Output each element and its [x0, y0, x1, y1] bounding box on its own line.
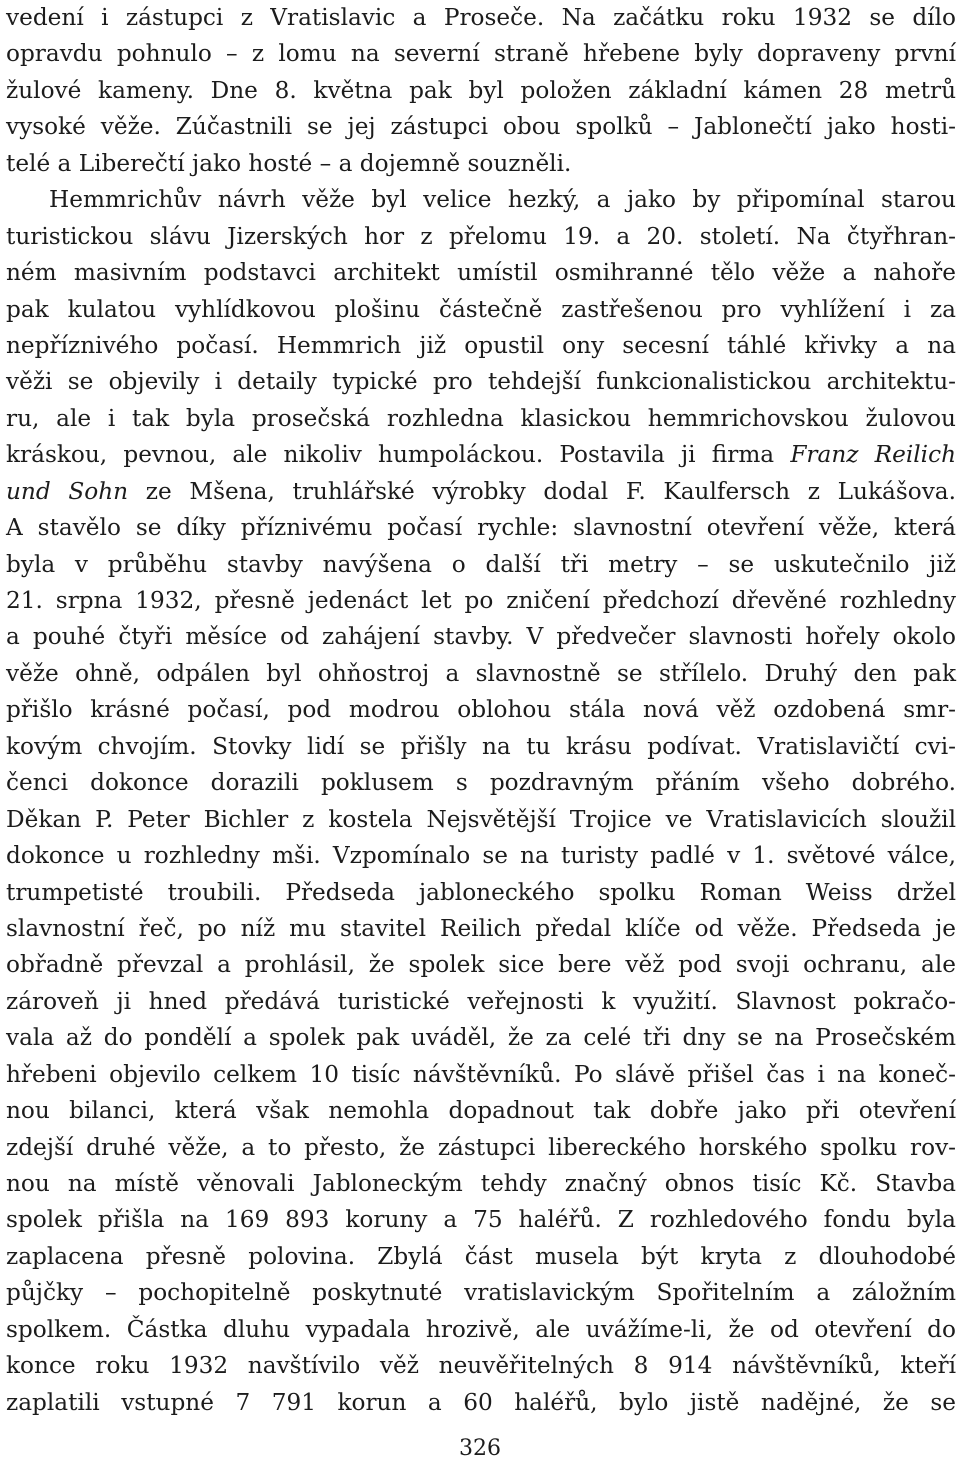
text-segment: trumpetisté troubili. Předseda jabloneckého spolku Roman Weiss držel [6, 878, 956, 906]
text-line [6, 1020, 956, 1056]
text-line [6, 1057, 956, 1093]
italic-text: und Sohn [6, 477, 129, 505]
text-segment: a pouhé čtyři měsíce od zahájení stavby. V předvečer slavnosti hořely okolo [6, 623, 956, 651]
body-text [6, 0, 956, 1421]
text-line [6, 802, 956, 838]
text-line [6, 1130, 956, 1166]
text-segment: Hemmrichův návrh věže byl velice hezký, a jako by připomínal starou [49, 186, 956, 214]
text-line [6, 656, 956, 692]
text-line [6, 109, 956, 145]
text-line [6, 1275, 956, 1311]
text-line [6, 729, 956, 765]
text-segment: nou bilanci, která však nemohla dopadnout tak dobře jako při otevření [6, 1097, 956, 1125]
text-segment: telé a Liberečtí jako hosté – a dojemně souzněli. [6, 149, 572, 177]
text-line [6, 583, 956, 619]
text-line [6, 875, 956, 911]
text-segment: zaplacena přesně polovina. Zbylá část musela být kryta z dlouhodobé [6, 1242, 956, 1270]
text-line [6, 292, 956, 328]
text-segment: ném masivním podstavci architekt umístil osmihranné tělo věže a nahoře [6, 259, 956, 287]
text-line [6, 1093, 956, 1129]
text-segment: věži se objevily i detaily typické pro tehdejší funkcionalistickou architektu- [6, 368, 956, 396]
text-line [6, 619, 956, 655]
text-line [6, 1348, 956, 1384]
text-line [6, 328, 956, 364]
text-segment: čenci dokonce dorazili poklusem s pozdravným přáním všeho dobrého. [6, 769, 956, 797]
text-line [6, 984, 956, 1020]
text-segment: pak kulatou vyhlídkovou plošinu částečně zastřešenou pro vyhlížení i za [6, 295, 956, 323]
text-line [6, 146, 956, 182]
text-line [6, 364, 956, 400]
text-segment: ze Mšena, truhlářské výrobky dodal F. Kaulfersch z Lukášova. [128, 477, 956, 505]
text-segment: dokonce u rozhledny mši. Vzpomínalo se na turisty padlé v 1. světové válce, [6, 842, 956, 870]
italic-text: Franz Reilich [790, 441, 957, 469]
text-segment: obřadně převzal a prohlásil, že spolek sice bere věž pod svoji ochranu, ale [6, 951, 956, 979]
text-line [6, 692, 956, 728]
text-segment: byla v průběhu stavby navýšena o další tři metry – se uskutečnilo již [6, 550, 956, 578]
text-line [6, 437, 956, 473]
text-segment: Děkan P. Peter Bichler z kostela Nejsvětější Trojice ve Vratislavicích sloužil [6, 805, 956, 833]
text-segment: vala až do pondělí a spolek pak uváděl, že za celé tři dny se na Prosečském [6, 1024, 956, 1052]
text-segment: 21. srpna 1932, přesně jedenáct let po zničení předchozí dřevěné rozhledny [6, 587, 956, 614]
text-segment: nou na místě věnovali Jabloneckým tehdy značný obnos tisíc Kč. Stavba [6, 1170, 956, 1197]
text-line [6, 474, 956, 510]
text-line [6, 947, 956, 983]
text-line [6, 0, 956, 36]
text-line [6, 73, 956, 109]
text-line [6, 36, 956, 72]
text-segment: zároveň ji hned předává turistické veřejnosti k využití. Slavnost pokračo- [6, 987, 956, 1015]
text-segment: věže ohně, odpálen byl ohňostroj a slavnostně se střílelo. Druhý den pak [6, 659, 956, 687]
page-number: 326 [459, 1436, 501, 1461]
text-segment: vysoké věže. Zúčastnili se jej zástupci obou spolků – Jablonečtí jako hosti- [6, 113, 956, 141]
text-line [6, 1166, 956, 1202]
text-segment: ru, ale i tak byla prosečská rozhledna klasickou hemmrichovskou žulovou [6, 404, 956, 432]
text-line [6, 401, 956, 437]
text-segment: kovým chvojím. Stovky lidí se přišly na tu krásu podívat. Vratislavičtí cvi- [6, 732, 956, 760]
text-segment: slavnostní řeč, po níž mu stavitel Reilich předal klíče od věže. Předseda je [6, 914, 956, 942]
text-line [6, 1202, 956, 1238]
text-line [6, 911, 956, 947]
text-segment: zdejší druhé věže, a to přesto, že zástupci libereckého horského spolku rov- [6, 1133, 956, 1161]
text-segment: turistickou slávu Jizerských hor z přelomu 19. a 20. století. Na čtyřhran- [6, 222, 956, 250]
text-segment: vedení i zástupci z Vratislavic a Proseče. Na začátku roku 1932 se dílo [6, 4, 956, 31]
text-segment: zaplatili vstupné 7 791 korun a 60 haléřů, bylo jistě nadějné, že se [6, 1388, 956, 1416]
text-line [6, 838, 956, 874]
text-segment: spolek přišla na 169 893 koruny a 75 haléřů. Z rozhledového fondu byla [6, 1206, 956, 1234]
text-line [6, 1312, 956, 1348]
text-line [6, 1239, 956, 1275]
text-segment: nepříznivého počasí. Hemmrich již opustil ony secesní táhlé křivky a na [6, 331, 956, 359]
text-line [6, 765, 956, 801]
text-line [6, 510, 956, 546]
text-segment: přišlo krásné počasí, pod modrou oblohou stála nová věž ozdobená smr- [6, 696, 956, 724]
text-line [6, 1385, 956, 1421]
text-segment: A stavělo se díky příznivému počasí rychle: slavnostní otevření věže, která [6, 514, 956, 542]
text-segment: spolkem. Částka dluhu vypadala hrozivě, ale uvážíme-li, že od otevření do [6, 1315, 956, 1343]
text-segment: opravdu pohnulo – z lomu na severní straně hřebene byly dopraveny první [6, 40, 956, 68]
text-line [6, 547, 956, 583]
text-line [6, 182, 956, 218]
text-line [6, 255, 956, 291]
text-segment: půjčky – pochopitelně poskytnuté vratislavickým Spořitelním a záložním [6, 1279, 956, 1307]
text-segment: konce roku 1932 navštívilo věž neuvěřitelných 8 914 návštěvníků, kteří [6, 1352, 956, 1380]
text-segment: žulové kameny. Dne 8. května pak byl položen základní kámen 28 metrů [6, 76, 956, 104]
text-segment: hřebeni objevilo celkem 10 tisíc návštěvníků. Po slávě přišel čas i na koneč- [6, 1060, 956, 1088]
text-line [6, 219, 956, 255]
text-segment: kráskou, pevnou, ale nikoliv humpoláckou. Postavila ji firma [6, 441, 791, 469]
